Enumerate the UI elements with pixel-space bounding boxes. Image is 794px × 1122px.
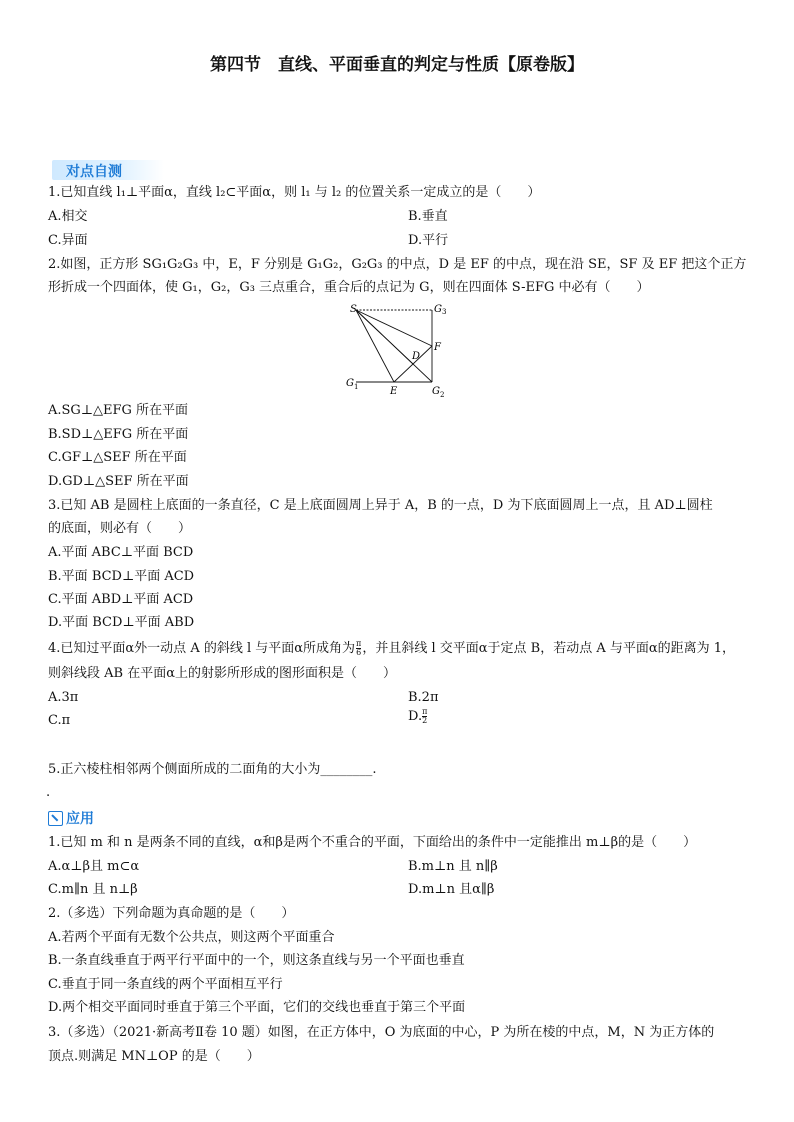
- section-label: 应用: [66, 811, 94, 827]
- question-1-option-a: A.相交: [48, 209, 88, 224]
- app-question-3-stem-line2: 顶点.则满足 MN⊥OP 的是（ ）: [48, 1049, 260, 1064]
- question-1-option-b: B.垂直: [408, 209, 448, 224]
- section-label: 对点自测: [66, 164, 122, 180]
- question-4-stem-part2: ，并且斜线 l 交平面α于定点 B，若动点 A 与平面α的距离为 1，: [362, 641, 736, 656]
- question-4-option-b: B.2π: [408, 690, 439, 705]
- question-4-stem-part1: 4.已知过平面α外一动点 A 的斜线 l 与平面α所成角为: [48, 641, 356, 656]
- app-question-2-option-d: D.两个相交平面同时垂直于第三个平面，它们的交线也垂直于第三个平面: [48, 1000, 466, 1015]
- question-2-option-b: B.SD⊥△EFG 所在平面: [48, 427, 189, 442]
- stray-dot: .: [46, 785, 51, 800]
- question-1-stem: 1.已知直线 l₁⊥平面α，直线 l₂⊂平面α，则 l₁ 与 l₂ 的位置关系一定成立的是（ ）: [48, 185, 541, 200]
- section-badge-application: [48, 808, 94, 828]
- app-question-2-stem: 2.（多选）下列命题为真命题的是（ ）: [48, 906, 295, 921]
- app-question-2-option-b: B.一条直线垂直于两平行平面中的一个，则这条直线与另一个平面也垂直: [48, 953, 465, 968]
- label-d: D: [412, 351, 421, 362]
- fraction-denominator: 6: [356, 648, 362, 657]
- question-3-stem-line1: 3.已知 AB 是圆柱上底面的一条直径，C 是上底面圆周上异于 A，B 的一点，D 为下底面圆周上一点，且 AD⊥圆柱: [48, 498, 713, 513]
- app-question-1-option-d: D.m⊥n 且α∥β: [408, 882, 495, 897]
- question-1-option-c: C.异面: [48, 233, 88, 248]
- folded-square-figure: [340, 300, 450, 400]
- section-badge-self-test: [52, 160, 164, 180]
- edge-s-g2: [356, 310, 432, 382]
- question-3-stem-line2: 的底面，则必有（ ）: [48, 521, 192, 536]
- fraction-numerator: π: [422, 707, 428, 716]
- question-2-option-d: D.GD⊥△SEF 所在平面: [48, 474, 189, 489]
- app-question-2-option-a: A.若两个平面有无数个公共点，则这两个平面重合: [48, 930, 335, 945]
- label-s: S: [350, 304, 357, 315]
- edge-s-f: [356, 310, 432, 346]
- label-g3: G: [434, 304, 442, 315]
- question-3-option-a: A.平面 ABC⊥平面 BCD: [48, 545, 194, 560]
- app-question-1-option-a: A.α⊥β且 m⊂α: [48, 859, 140, 874]
- question-2-option-a: A.SG⊥△EFG 所在平面: [48, 403, 189, 418]
- question-4-stem-line1: [48, 640, 735, 658]
- label-g1-sub: 1: [354, 383, 359, 391]
- app-question-1-option-b: B.m⊥n 且 n∥β: [408, 859, 498, 874]
- label-g2: G: [432, 386, 440, 397]
- fraction-numerator: π: [356, 639, 362, 648]
- app-question-2-option-c: C.垂直于同一条直线的两个平面相互平行: [48, 977, 283, 992]
- question-4-option-a: A.3π: [48, 690, 79, 705]
- question-5-stem: 5.正六棱柱相邻两个侧面所成的二面角的大小为________.: [48, 762, 377, 777]
- app-question-1-stem: 1.已知 m 和 n 是两条不同的直线，α和β是两个不重合的平面，下面给出的条件中一定能推出 m⊥β的是（ ）: [48, 835, 697, 850]
- label-e: E: [390, 386, 398, 397]
- question-3-option-b: B.平面 BCD⊥平面 ACD: [48, 569, 195, 584]
- label-f: F: [434, 342, 441, 353]
- question-4-option-d: [408, 708, 427, 726]
- label-g2-sub: 2: [440, 391, 445, 399]
- pencil-box-icon: [48, 811, 63, 826]
- label-g3-sub: 3: [442, 308, 447, 316]
- app-question-1-option-c: C.m∥n 且 n⊥β: [48, 882, 138, 897]
- question-3-option-c: C.平面 ABD⊥平面 ACD: [48, 592, 194, 607]
- fraction-pi-over-6: [356, 640, 361, 657]
- question-2-stem-line1: 2.如图，正方形 SG₁G₂G₃ 中，E，F 分别是 G₁G₂，G₂G₃ 的中点，D 是 EF 的中点，现在沿 SE，SF 及 EF 把这个正方: [48, 257, 747, 272]
- fraction-denominator: 2: [422, 716, 428, 725]
- edge-s-e: [356, 310, 394, 382]
- question-4-option-c: C.π: [48, 713, 71, 728]
- question-1-option-d: D.平行: [408, 233, 449, 248]
- label-g1: G: [346, 378, 354, 389]
- question-4-stem-line2: 则斜线段 AB 在平面α上的射影所形成的图形面积是（ ）: [48, 666, 396, 681]
- question-3-option-d: D.平面 BCD⊥平面 ABD: [48, 615, 195, 630]
- page-title: 第四节 直线、平面垂直的判定与性质【原卷版】: [210, 55, 584, 75]
- question-2-stem-line2: 形折成一个四面体，使 G₁，G₂，G₃ 三点重合，重合后的点记为 G，则在四面体 S-EFG 中必有（ ）: [48, 280, 650, 295]
- fraction-pi-over-2: [422, 708, 427, 725]
- app-question-3-stem-line1: 3.（多选）（2021·新高考Ⅱ卷 10 题）如图，在正方体中，O 为底面的中心，P 为所在棱的中点，M，N 为正方体的: [48, 1025, 715, 1040]
- option-d-letter: D.: [408, 709, 423, 724]
- question-2-option-c: C.GF⊥△SEF 所在平面: [48, 450, 187, 465]
